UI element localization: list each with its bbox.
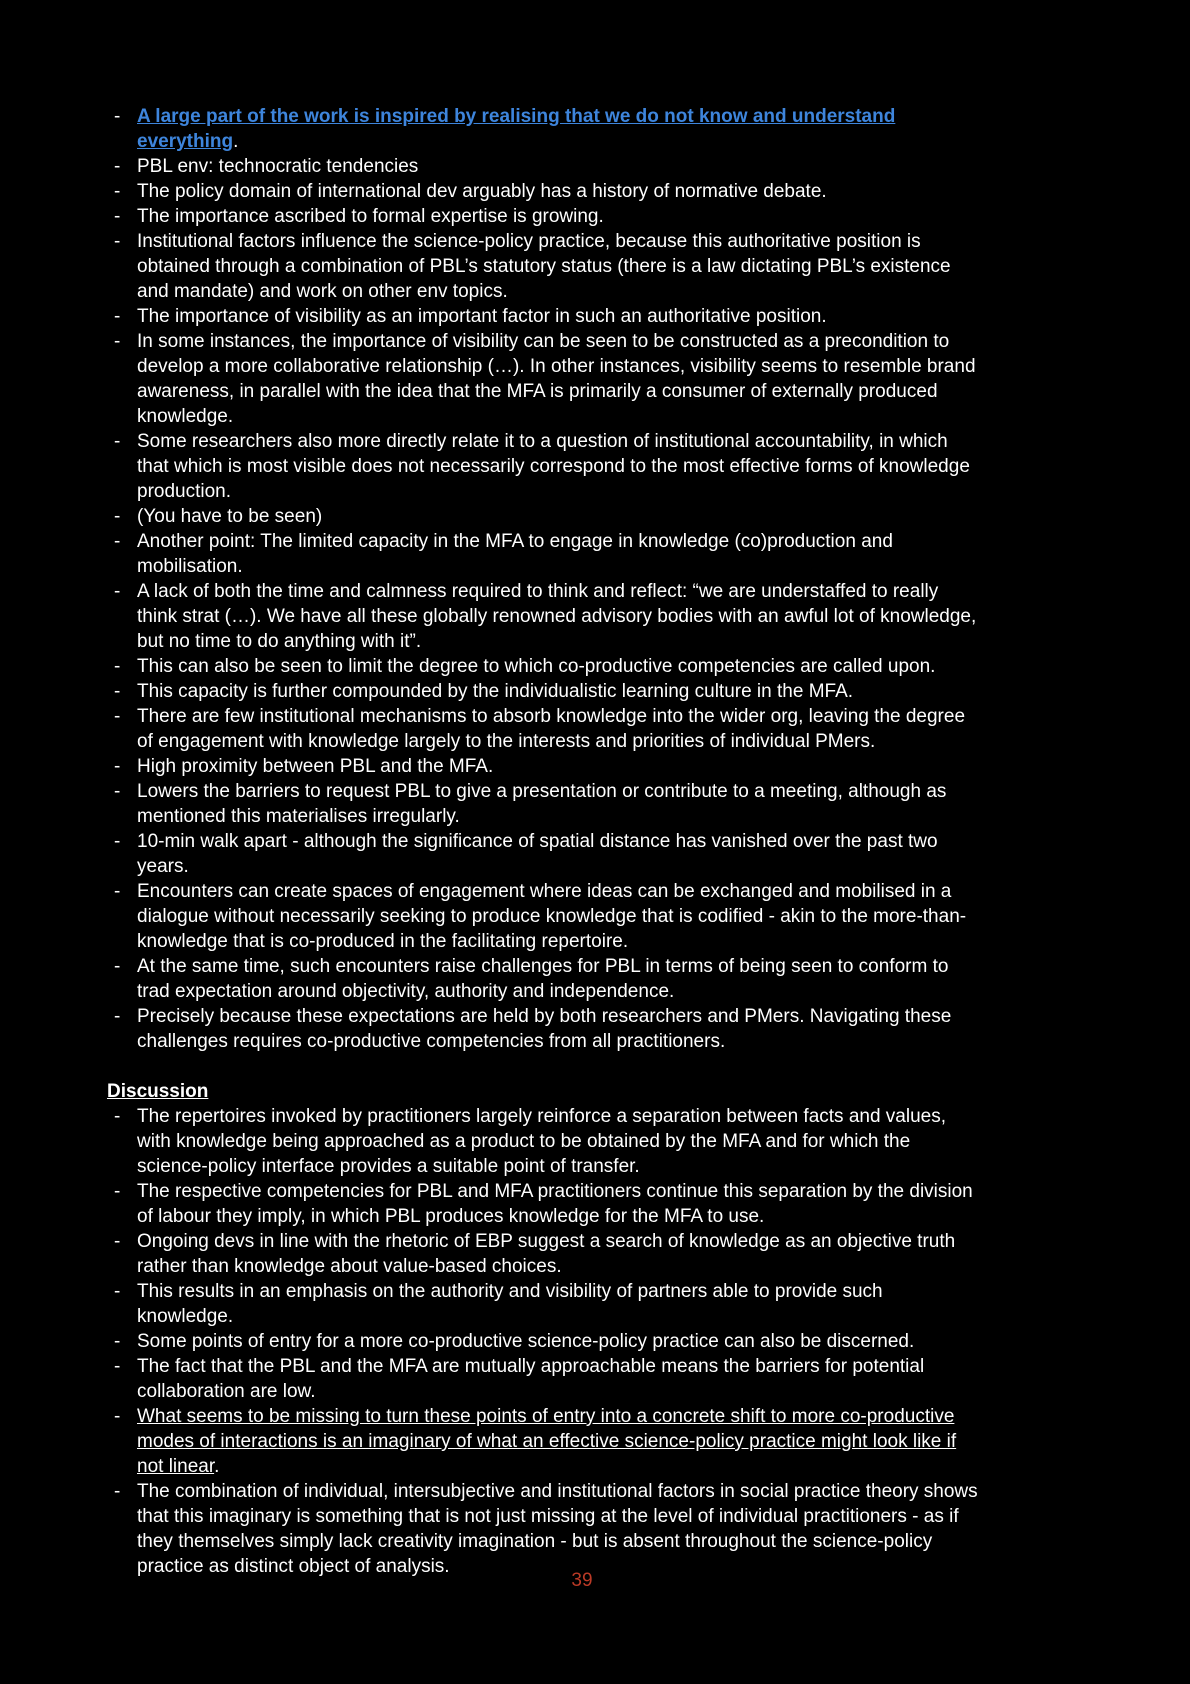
list-item: - The combination of individual, intersubjective and institutional factors in social practice theory shows that this imaginary is something that is not just missing at the level of individual practitioners - as if they themselves simply lack creativity imagination - but is absent throughout the science-policy practice as distinct object of analysis. bbox=[137, 1479, 981, 1579]
list-item: - The fact that the PBL and the MFA are mutually approachable means the barriers for potential collaboration are low. bbox=[137, 1354, 981, 1404]
list-item: - There are few institutional mechanisms to absorb knowledge into the wider org, leaving the degree of engagement with knowledge largely to the interests and priorities of individual PMers. bbox=[137, 704, 981, 754]
list-item bbox=[137, 104, 981, 154]
page-content bbox=[107, 104, 981, 1579]
list-item: - 10-min walk apart - although the significance of spatial distance has vanished over the past two years. bbox=[137, 829, 981, 879]
list-item: - At the same time, such encounters raise challenges for PBL in terms of being seen to conform to trad expectation around objectivity, authority and independence. bbox=[137, 954, 981, 1004]
list-item: - Lowers the barriers to request PBL to give a presentation or contribute to a meeting, although as mentioned this materialises irregularly. bbox=[137, 779, 981, 829]
underline-suffix: . bbox=[214, 1456, 220, 1477]
list-item bbox=[137, 1404, 981, 1479]
list-item: - High proximity between PBL and the MFA. bbox=[137, 754, 981, 779]
list-item: - Institutional factors influence the science-policy practice, because this authoritative position is obtained through a combination of PBL’s statutory status (there is a law dictating PBL’s existence and mandate) and work on other env topics. bbox=[137, 229, 981, 304]
list-item: - Encounters can create spaces of engagement where ideas can be exchanged and mobilised in a dialogue without necessarily seeking to produce knowledge that is codified - akin to the more-than-knowledge that is co-produced in the facilitating repertoire. bbox=[137, 879, 981, 954]
list-item: - Some points of entry for a more co-productive science-policy practice can also be discerned. bbox=[137, 1329, 981, 1354]
list-item: - Some researchers also more directly relate it to a question of institutional accountability, in which that which is most visible does not necessarily correspond to the most effective forms of knowledge production. bbox=[137, 429, 981, 504]
list-item: - In some instances, the importance of visibility can be seen to be constructed as a precondition to develop a more collaborative relationship (…). In other instances, visibility seems to resemble brand awareness, in parallel with the idea that the MFA is primarily a consumer of externally produced knowledge. bbox=[137, 329, 981, 429]
underlined-text: What seems to be missing to turn these points of entry into a concrete shift to more co-productive modes of interactions is an imaginary of what an effective science-policy practice might look like if not linear bbox=[137, 1406, 957, 1477]
notes-list-top bbox=[107, 104, 981, 1054]
list-item: - (You have to be seen) bbox=[137, 504, 981, 529]
list-item: - PBL env: technocratic tendencies bbox=[137, 154, 981, 179]
list-item: - This capacity is further compounded by the individualistic learning culture in the MFA. bbox=[137, 679, 981, 704]
list-item: - The policy domain of international dev arguably has a history of normative debate. bbox=[137, 179, 981, 204]
inline-link[interactable]: A large part of the work is inspired by realising that we do not know and understand everything bbox=[137, 106, 896, 152]
list-item: - The importance ascribed to formal expertise is growing. bbox=[137, 204, 981, 229]
list-item: - This can also be seen to limit the degree to which co-productive competencies are called upon. bbox=[137, 654, 981, 679]
link-suffix: . bbox=[233, 131, 239, 152]
list-item: - The respective competencies for PBL and MFA practitioners continue this separation by the division of labour they imply, in which PBL produces knowledge for the MFA to use. bbox=[137, 1179, 981, 1229]
list-item: - Precisely because these expectations are held by both researchers and PMers. Navigating these challenges requires co-productive competencies from all practitioners. bbox=[137, 1004, 981, 1054]
notes-list-discussion bbox=[107, 1104, 981, 1579]
list-item: - The importance of visibility as an important factor in such an authoritative position. bbox=[137, 304, 981, 329]
list-item: - The repertoires invoked by practitioners largely reinforce a separation between facts and values, with knowledge being approached as a product to be obtained by the MFA and for which the science-policy interface provides a suitable point of transfer. bbox=[137, 1104, 981, 1179]
section-heading-discussion: Discussion bbox=[107, 1081, 209, 1102]
page-number: 39 bbox=[571, 1570, 593, 1591]
list-item: - This results in an emphasis on the authority and visibility of partners able to provide such knowledge. bbox=[137, 1279, 981, 1329]
list-item: - Ongoing devs in line with the rhetoric of EBP suggest a search of knowledge as an objective truth rather than knowledge about value-based choices. bbox=[137, 1229, 981, 1279]
list-item: - A lack of both the time and calmness required to think and reflect: “we are understaffed to really think strat (…). We have all these globally renowned advisory bodies with an awful lot of knowledge, but no time to do anything with it”. bbox=[137, 579, 981, 654]
list-item: - Another point: The limited capacity in the MFA to engage in knowledge (co)production and mobilisation. bbox=[137, 529, 981, 579]
